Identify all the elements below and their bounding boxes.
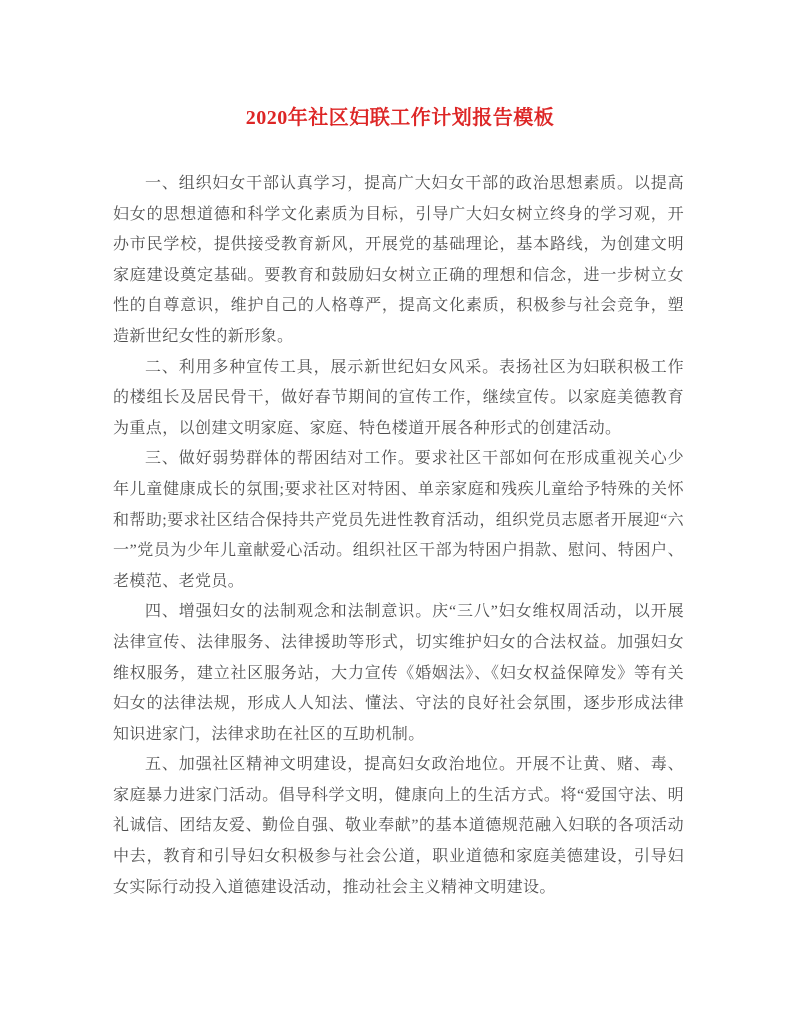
paragraph: 一、组织妇女干部认真学习，提高广大妇女干部的政治思想素质。以提高妇女的思想道德和科学文化素质为目标，引导广大妇女树立终身的学习观，开办市民学校，提供接受教育新风，开展党的基础理论，基本路线，为创建文明家庭建设奠定基础。要教育和鼓励妇女树立正确的理想和信念，进一步树立女性的自尊意识，维护自己的人格尊严，提高文化素质，积极参与社会竞争，塑造新世纪女性的新形象。 bbox=[113, 175, 684, 345]
document-body bbox=[113, 169, 684, 903]
document-title: 2020年社区妇联工作计划报告模板 bbox=[245, 107, 555, 129]
paragraph: 四、增强妇女的法制观念和法制意识。庆“三八”妇女维权周活动，以开展法律宣传、法律服务、法律援助等形式，切实维护妇女的合法权益。加强妇女维权服务，建立社区服务站，大力宣传《婚姻法》、《妇女权益保障发》等有关妇女的法律法规，形成人人知法、懂法、守法的良好社会氛围，逐步形成法律知识进家门，法律求助在社区的互助机制。 bbox=[113, 603, 684, 743]
paragraph: 三、做好弱势群体的帮困结对工作。要求社区干部如何在形成重视关心少年儿童健康成长的氛围;要求社区对特困、单亲家庭和残疾儿童给予特殊的关怀和帮助;要求社区结合保持共产党员先进性教育活动，组织党员志愿者开展迎“六一”党员为少年儿童献爱心活动。组织社区干部为特困户捐款、慰问、特困户、老模范、老党员。 bbox=[113, 450, 684, 590]
paragraph: 二、利用多种宣传工具，展示新世纪妇女风采。表扬社区为妇联积极工作的楼组长及居民骨干，做好春节期间的宣传工作，继续宣传。以家庭美德教育为重点，以创建文明家庭、家庭、特色楼道开展各种形式的创建活动。 bbox=[113, 358, 684, 437]
paragraph: 五、加强社区精神文明建设，提高妇女政治地位。开展不让黄、赌、毒、家庭暴力进家门活动。倡导科学文明，健康向上的生活方式。将“爱国守法、明礼诚信、团结友爱、勤俭自强、敬业奉献”的基本道德规范融入妇联的各项活动中去，教育和引导妇女积极参与社会公道，职业道德和家庭美德建设，引导妇女实际行动投入道德建设活动，推动社会主义精神文明建设。 bbox=[113, 756, 684, 896]
